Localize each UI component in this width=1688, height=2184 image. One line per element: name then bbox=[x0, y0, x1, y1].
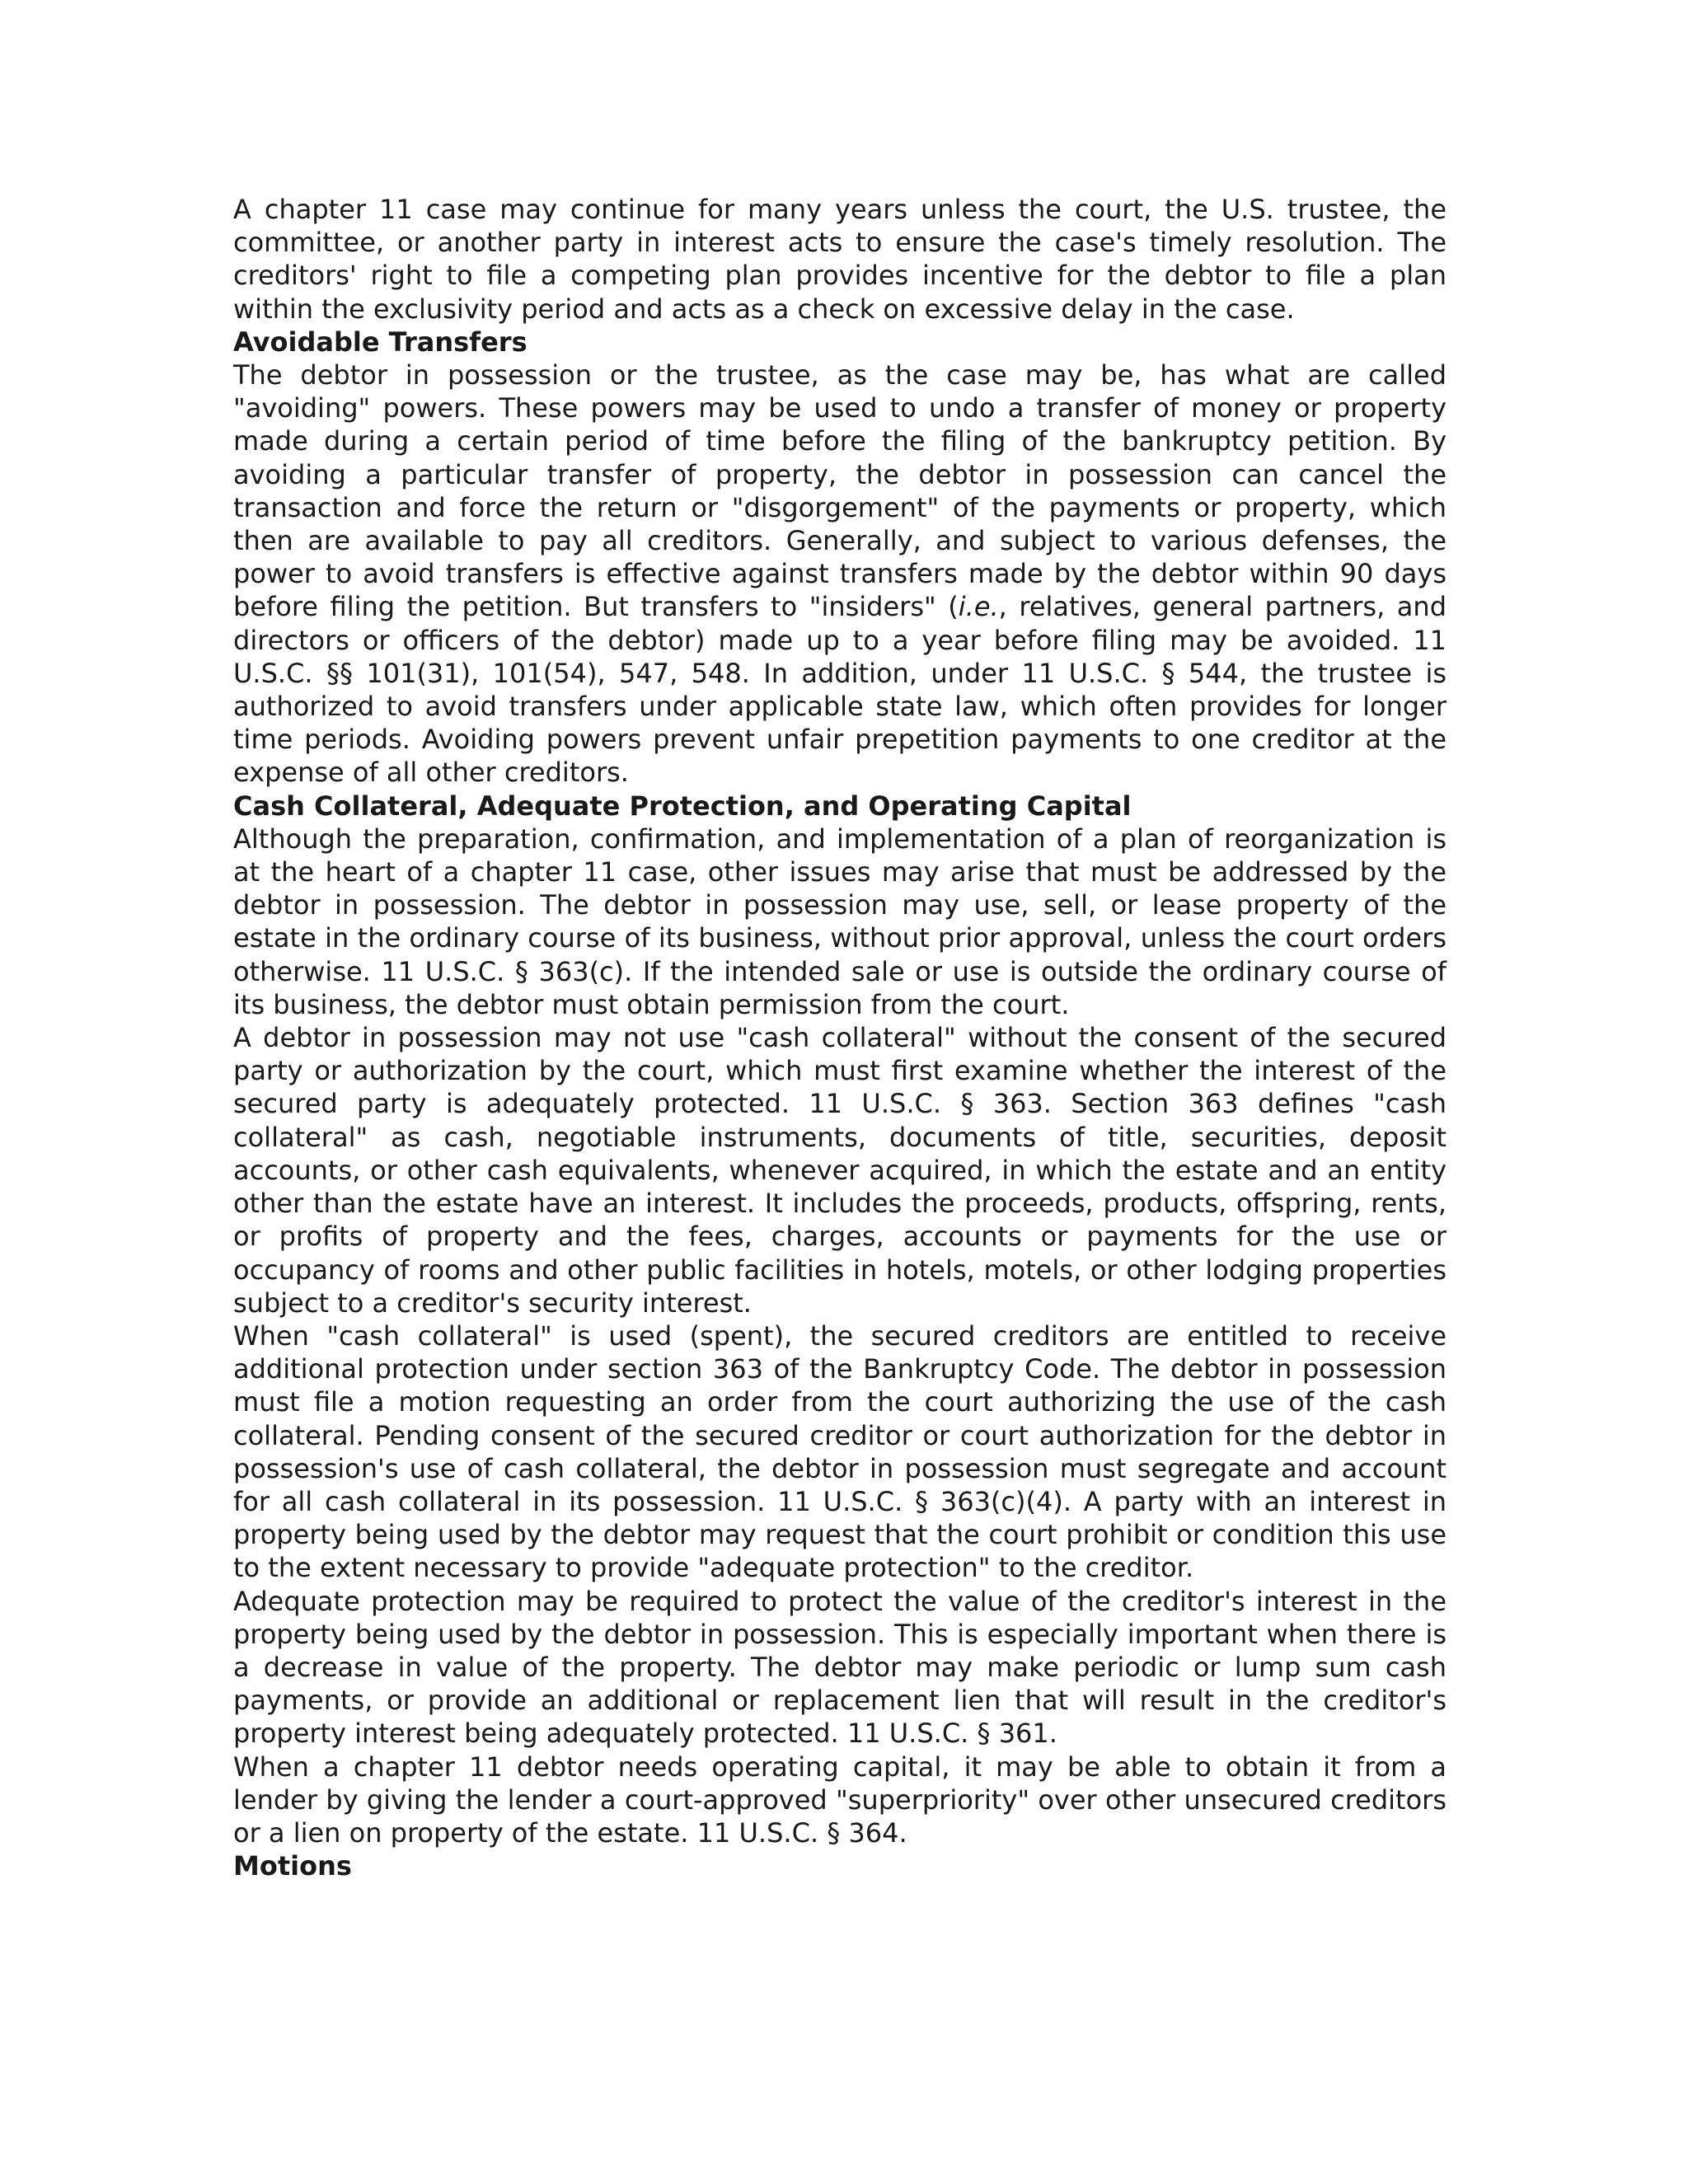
ie-abbreviation: i.e. bbox=[958, 591, 999, 623]
avoiding-powers-text-b: , relatives, general partners, and directors or officers of the debtor) made up to a year before filing may be avoided. 11 U.S.C. §§ 101(31), 101(54), 547, 548. In addition, under 11 U.S.C. § 544, the trustee is authorized to avoid transfers under applicable state law, which often provides for longer time periods. Avoiding powers prevent unfair prepetition payments to one creditor at the expense of all other creditors. bbox=[233, 591, 1447, 789]
paragraph-cash-collateral-use: When "cash collateral" is used (spent), the secured creditors are entitled to receive additional protection under section 363 of the Bankruptcy Code. The debtor in possession must file a motion requesting an order from the court authorizing the use of the cash collateral. Pending consent of the secured creditor or court authorization for the debtor in possession's use of cash collateral, the debtor in possession must segregate and account for all cash collateral in its possession. 11 U.S.C. § 363(c)(4). A party with an interest in property being used by the debtor may request that the court prohibit or condition this use to the extent necessary to provide "adequate protection" to the creditor. bbox=[233, 1319, 1447, 1584]
paragraph-ordinary-course: Although the preparation, confirmation, and implementation of a plan of reorganization is at the heart of a chapter 11 case, other issues may arise that must be addressed by the debtor in possession. The debtor in possession may use, sell, or lease property of the estate in the ordinary course of its business, without prior approval, unless the court orders otherwise. 11 U.S.C. § 363(c). If the intended sale or use is outside the ordinary course of its business, the debtor must obtain permission from the court. bbox=[233, 823, 1447, 1020]
avoiding-powers-text-a: The debtor in possession or the trustee, as the case may be, has what are called "avoiding" powers. These powers may be used to undo a transfer of money or property made during a certain period of time before the filing of the bankruptcy petition. By avoiding a particular transfer of property, the debtor in possession can cancel the transaction and force the return or "disgorgement" of the payments or property, which then are available to pay all creditors. Generally, and subject to various defenses, the power to avoid transfers is effective against transfers made by the debtor within 90 days before filing the petition. But transfers to "insiders" ( bbox=[233, 359, 1447, 623]
paragraph-avoiding-powers bbox=[233, 359, 1447, 790]
heading-motions: Motions bbox=[233, 1850, 352, 1882]
paragraph-operating-capital: When a chapter 11 debtor needs operating capital, it may be able to obtain it from a lender by giving the lender a court-approved "superpriority" over other unsecured creditors or a lien on property of the estate. 11 U.S.C. § 364. bbox=[233, 1750, 1447, 1849]
paragraph-cash-collateral-definition: A debtor in possession may not use "cash collateral" without the consent of the secured party or authorization by the court, which must first examine whether the interest of the secured party is adequately protected. 11 U.S.C. § 363. Section 363 defines "cash collateral" as cash, negotiable instruments, documents of title, securities, deposit accounts, or other cash equivalents, whenever acquired, in which the estate and an entity other than the estate have an interest. It includes the proceeds, products, offspring, rents, or profits of property and the fees, charges, accounts or payments for the use or occupancy of rooms and other public facilities in hotels, motels, or other lodging properties subject to a creditor's security interest. bbox=[233, 1022, 1447, 1319]
paragraph-adequate-protection: Adequate protection may be required to protect the value of the creditor's interest in the property being used by the debtor in possession. This is especially important when there is a decrease in value of the property. The debtor may make periodic or lump sum cash payments, or provide an additional or replacement lien that will result in the creditor's property interest being adequately protected. 11 U.S.C. § 361. bbox=[233, 1585, 1447, 1750]
heading-cash-collateral: Cash Collateral, Adequate Protection, and Operating Capital bbox=[233, 790, 1132, 822]
document-body bbox=[233, 193, 1447, 1882]
paragraph-case-duration: A chapter 11 case may continue for many years unless the court, the U.S. trustee, the committee, or another party in interest acts to ensure the case's timely resolution. The creditors' right to file a competing plan provides incentive for the debtor to file a plan within the exclusivity period and acts as a check on excessive delay in the case. bbox=[233, 194, 1447, 325]
heading-avoidable-transfers: Avoidable Transfers bbox=[233, 326, 528, 358]
